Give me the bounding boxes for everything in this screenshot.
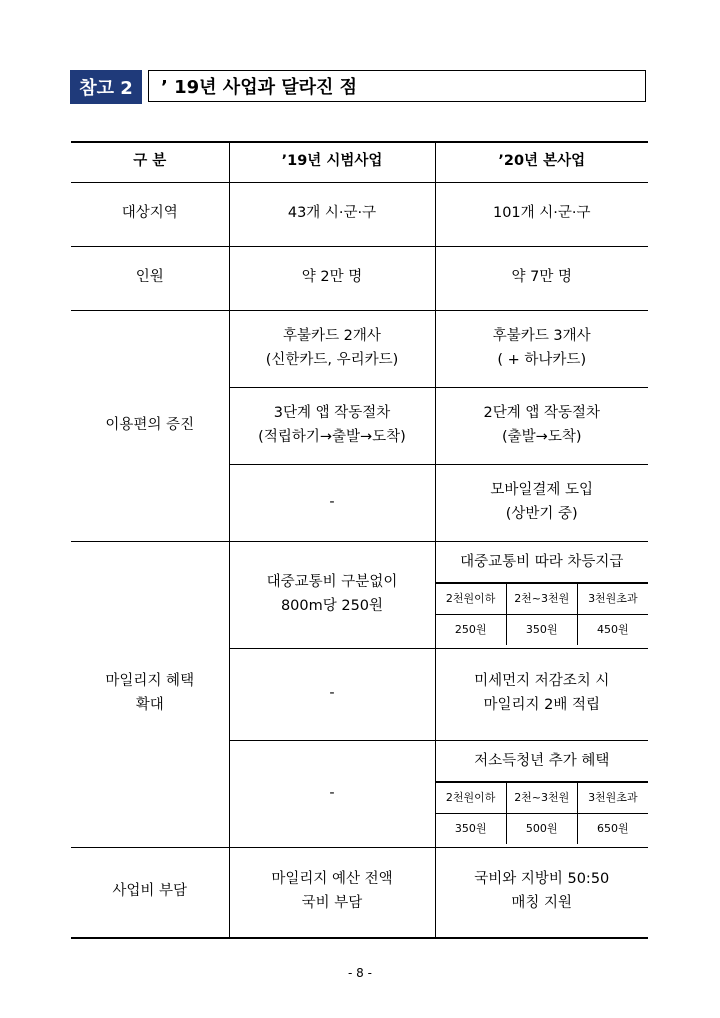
mobile-2019: - [229, 464, 435, 541]
personnel-2020: 약 7만 명 [435, 246, 648, 310]
tier-label: 2천원이하 [436, 583, 507, 615]
section-title: ’ 19년 사업과 달라진 점 [148, 70, 646, 102]
differential-tier-table [436, 582, 649, 645]
tier-label: 2천~3천원 [506, 782, 577, 814]
target-region-2020: 101개 시·군·구 [435, 182, 648, 246]
tier-amount: 350원 [506, 615, 577, 646]
cost-2019: 마일리지 예산 전액 국비 부담 [229, 847, 435, 938]
row-label-personnel: 인원 [71, 246, 229, 310]
table-row [71, 847, 648, 938]
column-header-2020: ’20년 본사업 [435, 142, 648, 182]
comparison-table [71, 141, 648, 939]
table-row [71, 246, 648, 310]
tier-label: 3천원초과 [577, 583, 648, 615]
row-label-target-region: 대상지역 [71, 182, 229, 246]
row-label-cost: 사업비 부담 [71, 847, 229, 938]
youth-2019: - [229, 740, 435, 847]
youth-tier-table [436, 781, 649, 844]
dust-2019: - [229, 648, 435, 740]
differential-2019: 대중교통비 구분없이 800m당 250원 [229, 541, 435, 648]
table-row [71, 182, 648, 246]
tier-amount: 250원 [436, 615, 507, 646]
mobile-2020: 모바일결제 도입 (상반기 중) [435, 464, 648, 541]
tier-amount: 650원 [577, 814, 648, 845]
reference-badge: 참고 2 [70, 70, 142, 104]
table-header-row [71, 142, 648, 182]
table-row [71, 541, 648, 648]
tier-amount: 350원 [436, 814, 507, 845]
target-region-2019: 43개 시·군·구 [229, 182, 435, 246]
tier-amount: 450원 [577, 615, 648, 646]
app-steps-2019: 3단계 앱 작동절차 (적립하기→출발→도착) [229, 387, 435, 464]
tier-label: 2천~3천원 [506, 583, 577, 615]
page-number: - 8 - [348, 966, 372, 980]
card-2019: 후불카드 2개사 (신한카드, 우리카드) [229, 310, 435, 387]
youth-2020 [435, 740, 648, 847]
cost-2020: 국비와 지방비 50:50 매칭 지원 [435, 847, 648, 938]
tier-label: 2천원이하 [436, 782, 507, 814]
personnel-2019: 약 2만 명 [229, 246, 435, 310]
differential-2020 [435, 541, 648, 648]
section-header [70, 70, 648, 104]
row-label-mileage: 마일리지 혜택 확대 [71, 541, 229, 847]
table-row [71, 310, 648, 387]
tier-amount: 500원 [506, 814, 577, 845]
column-header-2019: ’19년 시범사업 [229, 142, 435, 182]
youth-heading: 저소득청년 추가 혜택 [474, 753, 610, 770]
column-header-category: 구 분 [71, 142, 229, 182]
tier-label: 3천원초과 [577, 782, 648, 814]
row-label-convenience: 이용편의 증진 [71, 310, 229, 541]
card-2020: 후불카드 3개사 ( + 하나카드) [435, 310, 648, 387]
app-steps-2020: 2단계 앱 작동절차 (출발→도착) [435, 387, 648, 464]
dust-2020: 미세먼지 저감조치 시 마일리지 2배 적립 [435, 648, 648, 740]
differential-heading: 대중교통비 따라 차등지급 [460, 554, 624, 571]
